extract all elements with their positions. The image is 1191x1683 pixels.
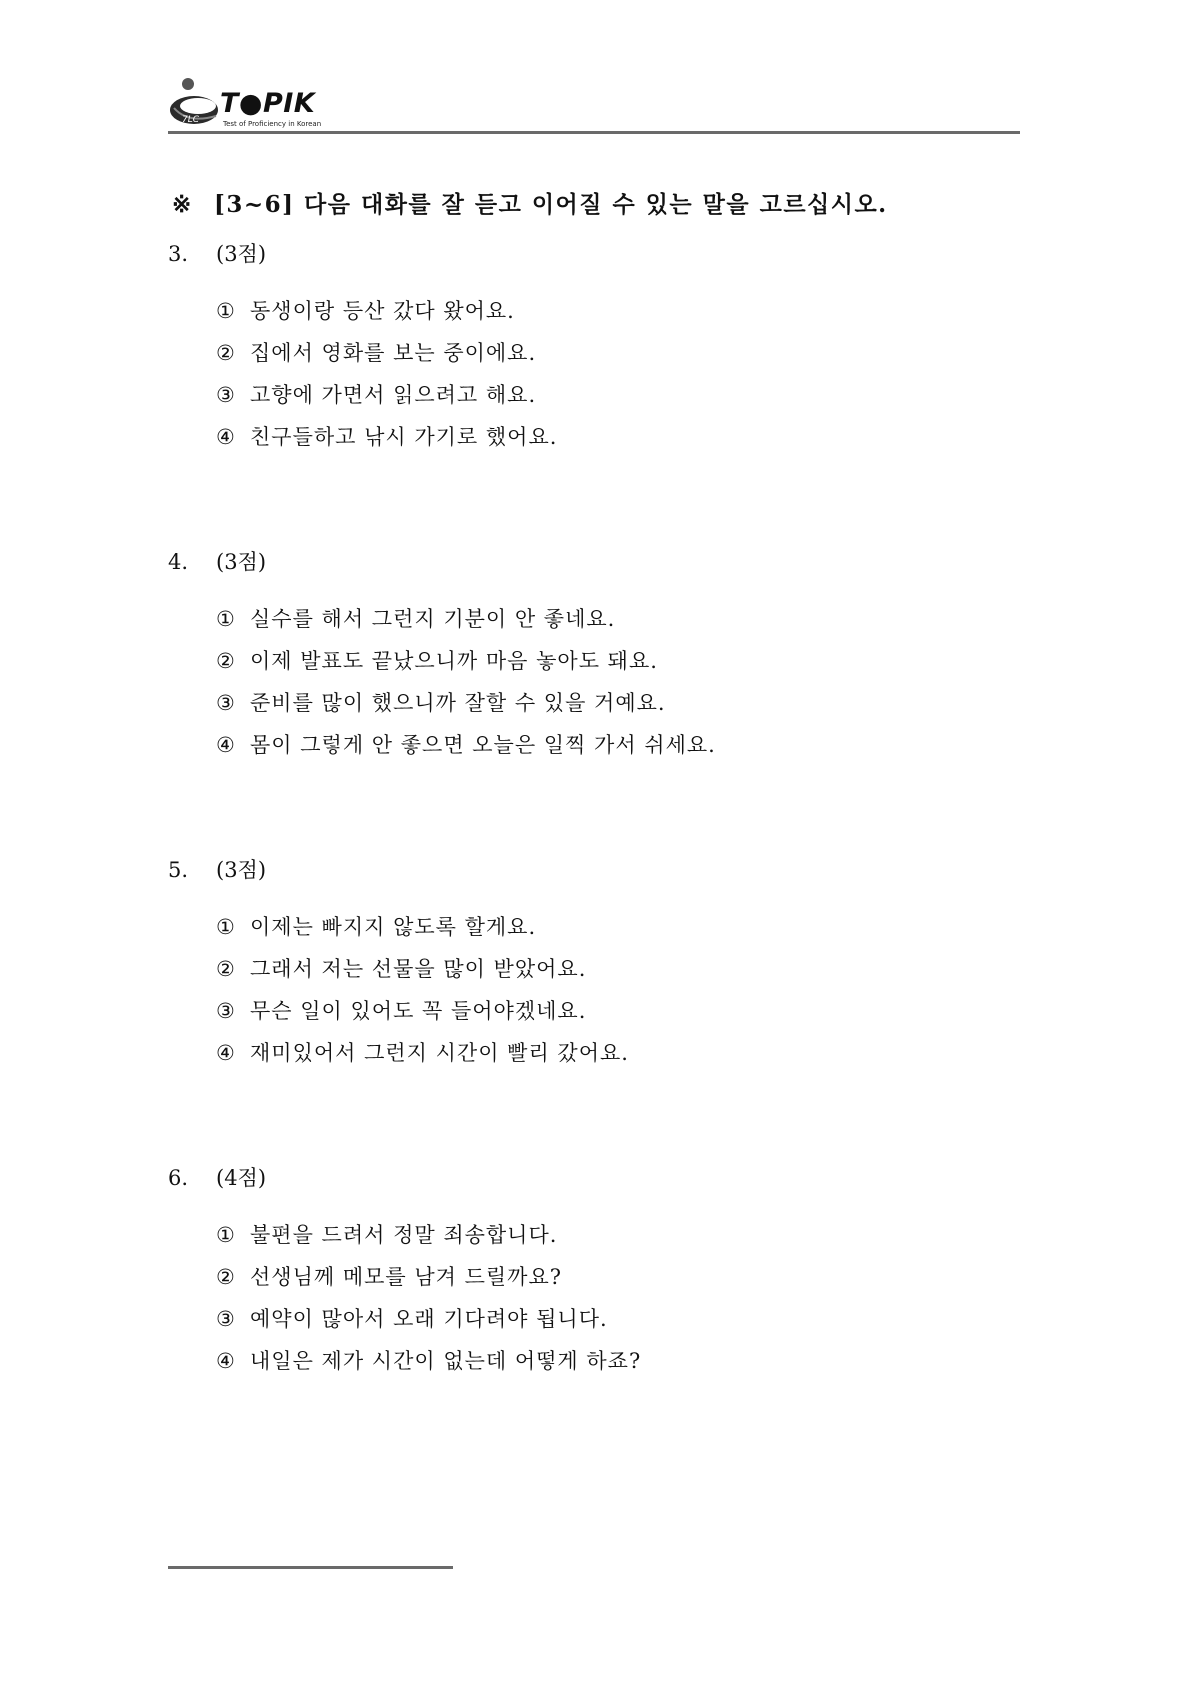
logo-badge-text: 7LC (182, 115, 200, 125)
answer-option[interactable] (216, 1340, 968, 1382)
option-text: 이제 발표도 끝났으니까 마음 놓아도 돼요. (250, 649, 658, 673)
question-points: (3점) (216, 550, 267, 574)
question-points: (3점) (216, 242, 267, 266)
option-marker: ② (216, 341, 236, 365)
question-number: 3. (168, 242, 189, 266)
option-marker: ④ (216, 1041, 236, 1065)
option-text: 동생이랑 등산 갔다 왔어요. (250, 299, 515, 323)
answer-option[interactable] (216, 1298, 968, 1340)
question-6 (168, 1162, 968, 1382)
option-marker: ① (216, 299, 236, 323)
question-header (168, 546, 968, 576)
answer-option[interactable] (216, 640, 968, 682)
option-text: 불편을 드려서 정말 죄송합니다. (250, 1223, 558, 1247)
footnote-divider (168, 1566, 453, 1569)
logo-subtitle: Test of Proficiency in Korean (223, 120, 322, 128)
option-marker: ③ (216, 1307, 236, 1331)
answer-option[interactable] (216, 374, 968, 416)
question-points: (3점) (216, 858, 267, 882)
answer-option[interactable] (216, 948, 968, 990)
question-3 (168, 238, 968, 458)
option-text: 선생님께 메모를 남겨 드릴까요? (250, 1265, 563, 1289)
answer-option[interactable] (216, 724, 968, 766)
option-text: 친구들하고 낚시 가기로 했어요. (250, 425, 558, 449)
option-marker: ④ (216, 1349, 236, 1373)
option-marker: ② (216, 1265, 236, 1289)
option-marker: ② (216, 649, 236, 673)
instruction-text: [3~6] 다음 대화를 잘 듣고 이어질 수 있는 말을 고르십시오. (214, 191, 888, 218)
option-text: 재미있어서 그런지 시간이 빨리 갔어요. (250, 1041, 629, 1065)
answer-option[interactable] (216, 990, 968, 1032)
section-instruction (172, 186, 888, 219)
question-5 (168, 854, 968, 1074)
option-text: 예약이 많아서 오래 기다려야 됩니다. (250, 1307, 608, 1331)
question-number: 6. (168, 1166, 189, 1190)
question-number: 4. (168, 550, 189, 574)
option-marker: ① (216, 607, 236, 631)
answer-options (216, 1214, 968, 1382)
answer-options (216, 598, 968, 766)
answer-option[interactable] (216, 290, 968, 332)
answer-options (216, 906, 968, 1074)
option-marker: ① (216, 1223, 236, 1247)
option-marker: ② (216, 957, 236, 981)
option-marker: ③ (216, 691, 236, 715)
option-text: 내일은 제가 시간이 없는데 어떻게 하죠? (250, 1349, 642, 1373)
option-text: 무슨 일이 있어도 꼭 들어야겠네요. (250, 999, 587, 1023)
option-text: 준비를 많이 했으니까 잘할 수 있을 거예요. (250, 691, 666, 715)
topik-logo (168, 76, 322, 132)
option-text: 실수를 해서 그런지 기분이 안 좋네요. (250, 607, 616, 631)
option-marker: ④ (216, 425, 236, 449)
answer-option[interactable] (216, 332, 968, 374)
answer-options (216, 290, 968, 458)
answer-option[interactable] (216, 416, 968, 458)
answer-option[interactable] (216, 598, 968, 640)
answer-option[interactable] (216, 1256, 968, 1298)
answer-option[interactable] (216, 906, 968, 948)
logo-wordmark: T●PIK (220, 88, 316, 119)
option-text: 몸이 그렇게 안 좋으면 오늘은 일찍 가서 쉬세요. (250, 733, 716, 757)
question-number: 5. (168, 858, 189, 882)
option-text: 집에서 영화를 보는 중이에요. (250, 341, 537, 365)
question-header (168, 238, 968, 268)
option-text: 그래서 저는 선물을 많이 받았어요. (250, 957, 587, 981)
answer-option[interactable] (216, 682, 968, 724)
question-4 (168, 546, 968, 766)
question-header (168, 854, 968, 884)
page-header (168, 74, 1020, 134)
question-header (168, 1162, 968, 1192)
question-points: (4점) (216, 1166, 267, 1190)
option-marker: ① (216, 915, 236, 939)
reference-mark: ※ (172, 191, 193, 218)
option-marker: ④ (216, 733, 236, 757)
logo-emblem-icon (168, 76, 228, 132)
option-marker: ③ (216, 383, 236, 407)
option-text: 고향에 가면서 읽으려고 해요. (250, 383, 537, 407)
option-marker: ③ (216, 999, 236, 1023)
answer-option[interactable] (216, 1214, 968, 1256)
header-divider (168, 131, 1020, 134)
answer-option[interactable] (216, 1032, 968, 1074)
option-text: 이제는 빠지지 않도록 할게요. (250, 915, 537, 939)
